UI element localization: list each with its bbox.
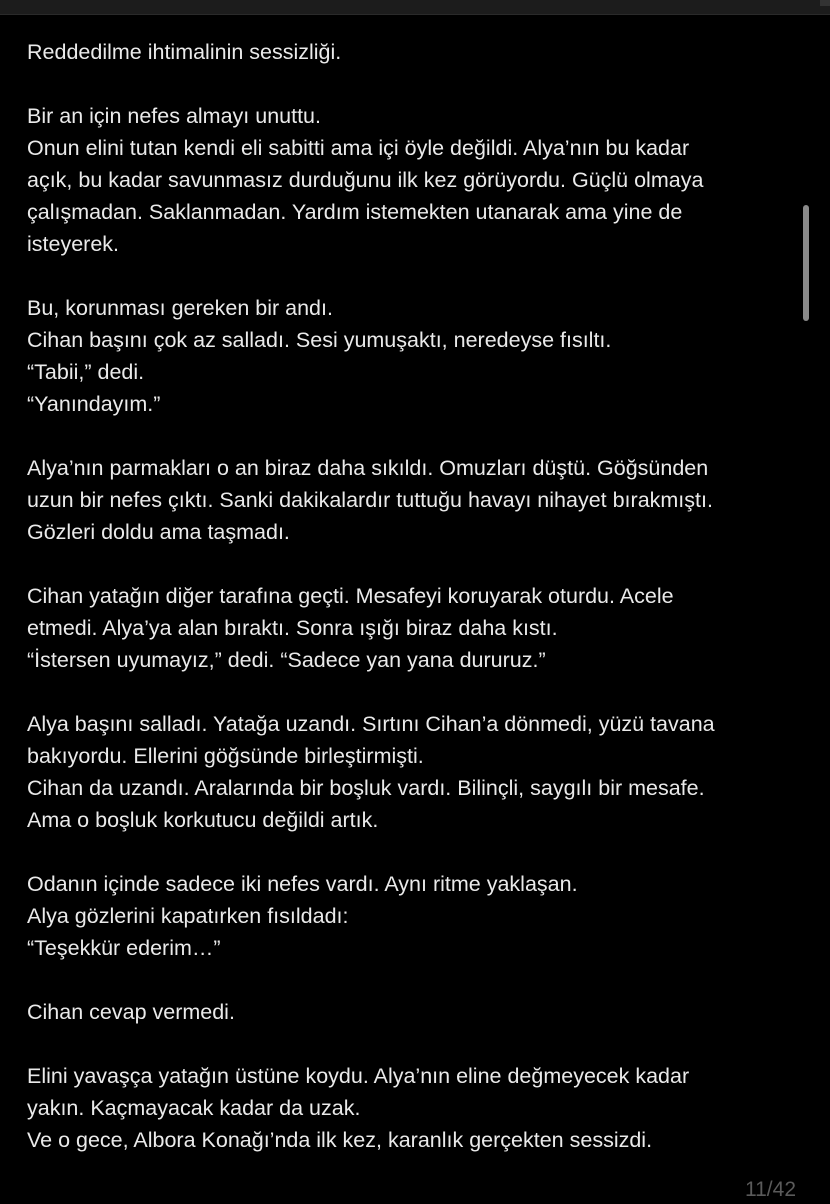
paragraph (27, 1060, 787, 1156)
text-line: Odanın içinde sadece iki nefes vardı. Aynı ritme yaklaşan. (27, 872, 578, 896)
paragraph (27, 36, 787, 68)
text-line: çalışmadan. Saklanmadan. Yardım istemekten utanarak ama yine de (27, 200, 683, 224)
reader-content (27, 36, 787, 1188)
text-line: Ama o boşluk korkutucu değildi artık. (27, 808, 379, 832)
paragraph (27, 580, 787, 676)
scrollbar-thumb[interactable] (803, 205, 809, 321)
text-line: Bir an için nefes almayı unuttu. (27, 104, 321, 128)
text-line: Cihan başını çok az salladı. Sesi yumuşaktı, neredeyse fısıltı. (27, 328, 612, 352)
text-line: isteyerek. (27, 232, 120, 256)
text-line: Alya başını salladı. Yatağa uzandı. Sırtını Cihan’a dönmedi, yüzü tavana (27, 712, 715, 736)
paragraph (27, 292, 787, 420)
paragraph (27, 452, 787, 548)
text-line: Alya’nın parmakları o an biraz daha sıkıldı. Omuzları düştü. Göğsünden (27, 456, 709, 480)
text-line: bakıyordu. Ellerini göğsünde birleştirmişti. (27, 744, 424, 768)
text-line: Reddedilme ihtimalinin sessizliği. (27, 40, 342, 64)
paragraph (27, 996, 787, 1028)
text-line: Cihan yatağın diğer tarafına geçti. Mesafeyi koruyarak oturdu. Acele (27, 584, 674, 608)
top-strip-accent (820, 0, 830, 6)
paragraph (27, 708, 787, 836)
text-line: “Teşekkür ederim…” (27, 936, 221, 960)
text-line: Gözleri doldu ama taşmadı. (27, 520, 290, 544)
text-line: Alya gözlerini kapatırken fısıldadı: (27, 904, 349, 928)
text-line: Cihan da uzandı. Aralarında bir boşluk vardı. Bilinçli, saygılı bir mesafe. (27, 776, 705, 800)
text-line: uzun bir nefes çıktı. Sanki dakikalardır tuttuğu havayı nihayet bırakmıştı. (27, 488, 713, 512)
paragraph (27, 100, 787, 260)
text-line: Elini yavaşça yatağın üstüne koydu. Alya’nın eline değmeyecek kadar (27, 1064, 690, 1088)
page-indicator: 11/42 (745, 1178, 796, 1201)
text-line: “İstersen uyumayız,” dedi. “Sadece yan yana dururuz.” (27, 648, 546, 672)
top-status-strip (0, 0, 830, 15)
paragraph (27, 868, 787, 964)
text-line: etmedi. Alya’ya alan bıraktı. Sonra ışığı biraz daha kıstı. (27, 616, 558, 640)
text-line: Onun elini tutan kendi eli sabitti ama içi öyle değildi. Alya’nın bu kadar (27, 136, 690, 160)
text-line: açık, bu kadar savunmasız durduğunu ilk kez görüyordu. Güçlü olmaya (27, 168, 704, 192)
text-line: Cihan cevap vermedi. (27, 1000, 235, 1024)
text-line: Ve o gece, Albora Konağı’nda ilk kez, karanlık gerçekten sessizdi. (27, 1128, 653, 1152)
text-line: “Yanındayım.” (27, 392, 161, 416)
text-line: “Tabii,” dedi. (27, 360, 145, 384)
text-line: Bu, korunması gereken bir andı. (27, 296, 333, 320)
text-line: yakın. Kaçmayacak kadar da uzak. (27, 1096, 361, 1120)
